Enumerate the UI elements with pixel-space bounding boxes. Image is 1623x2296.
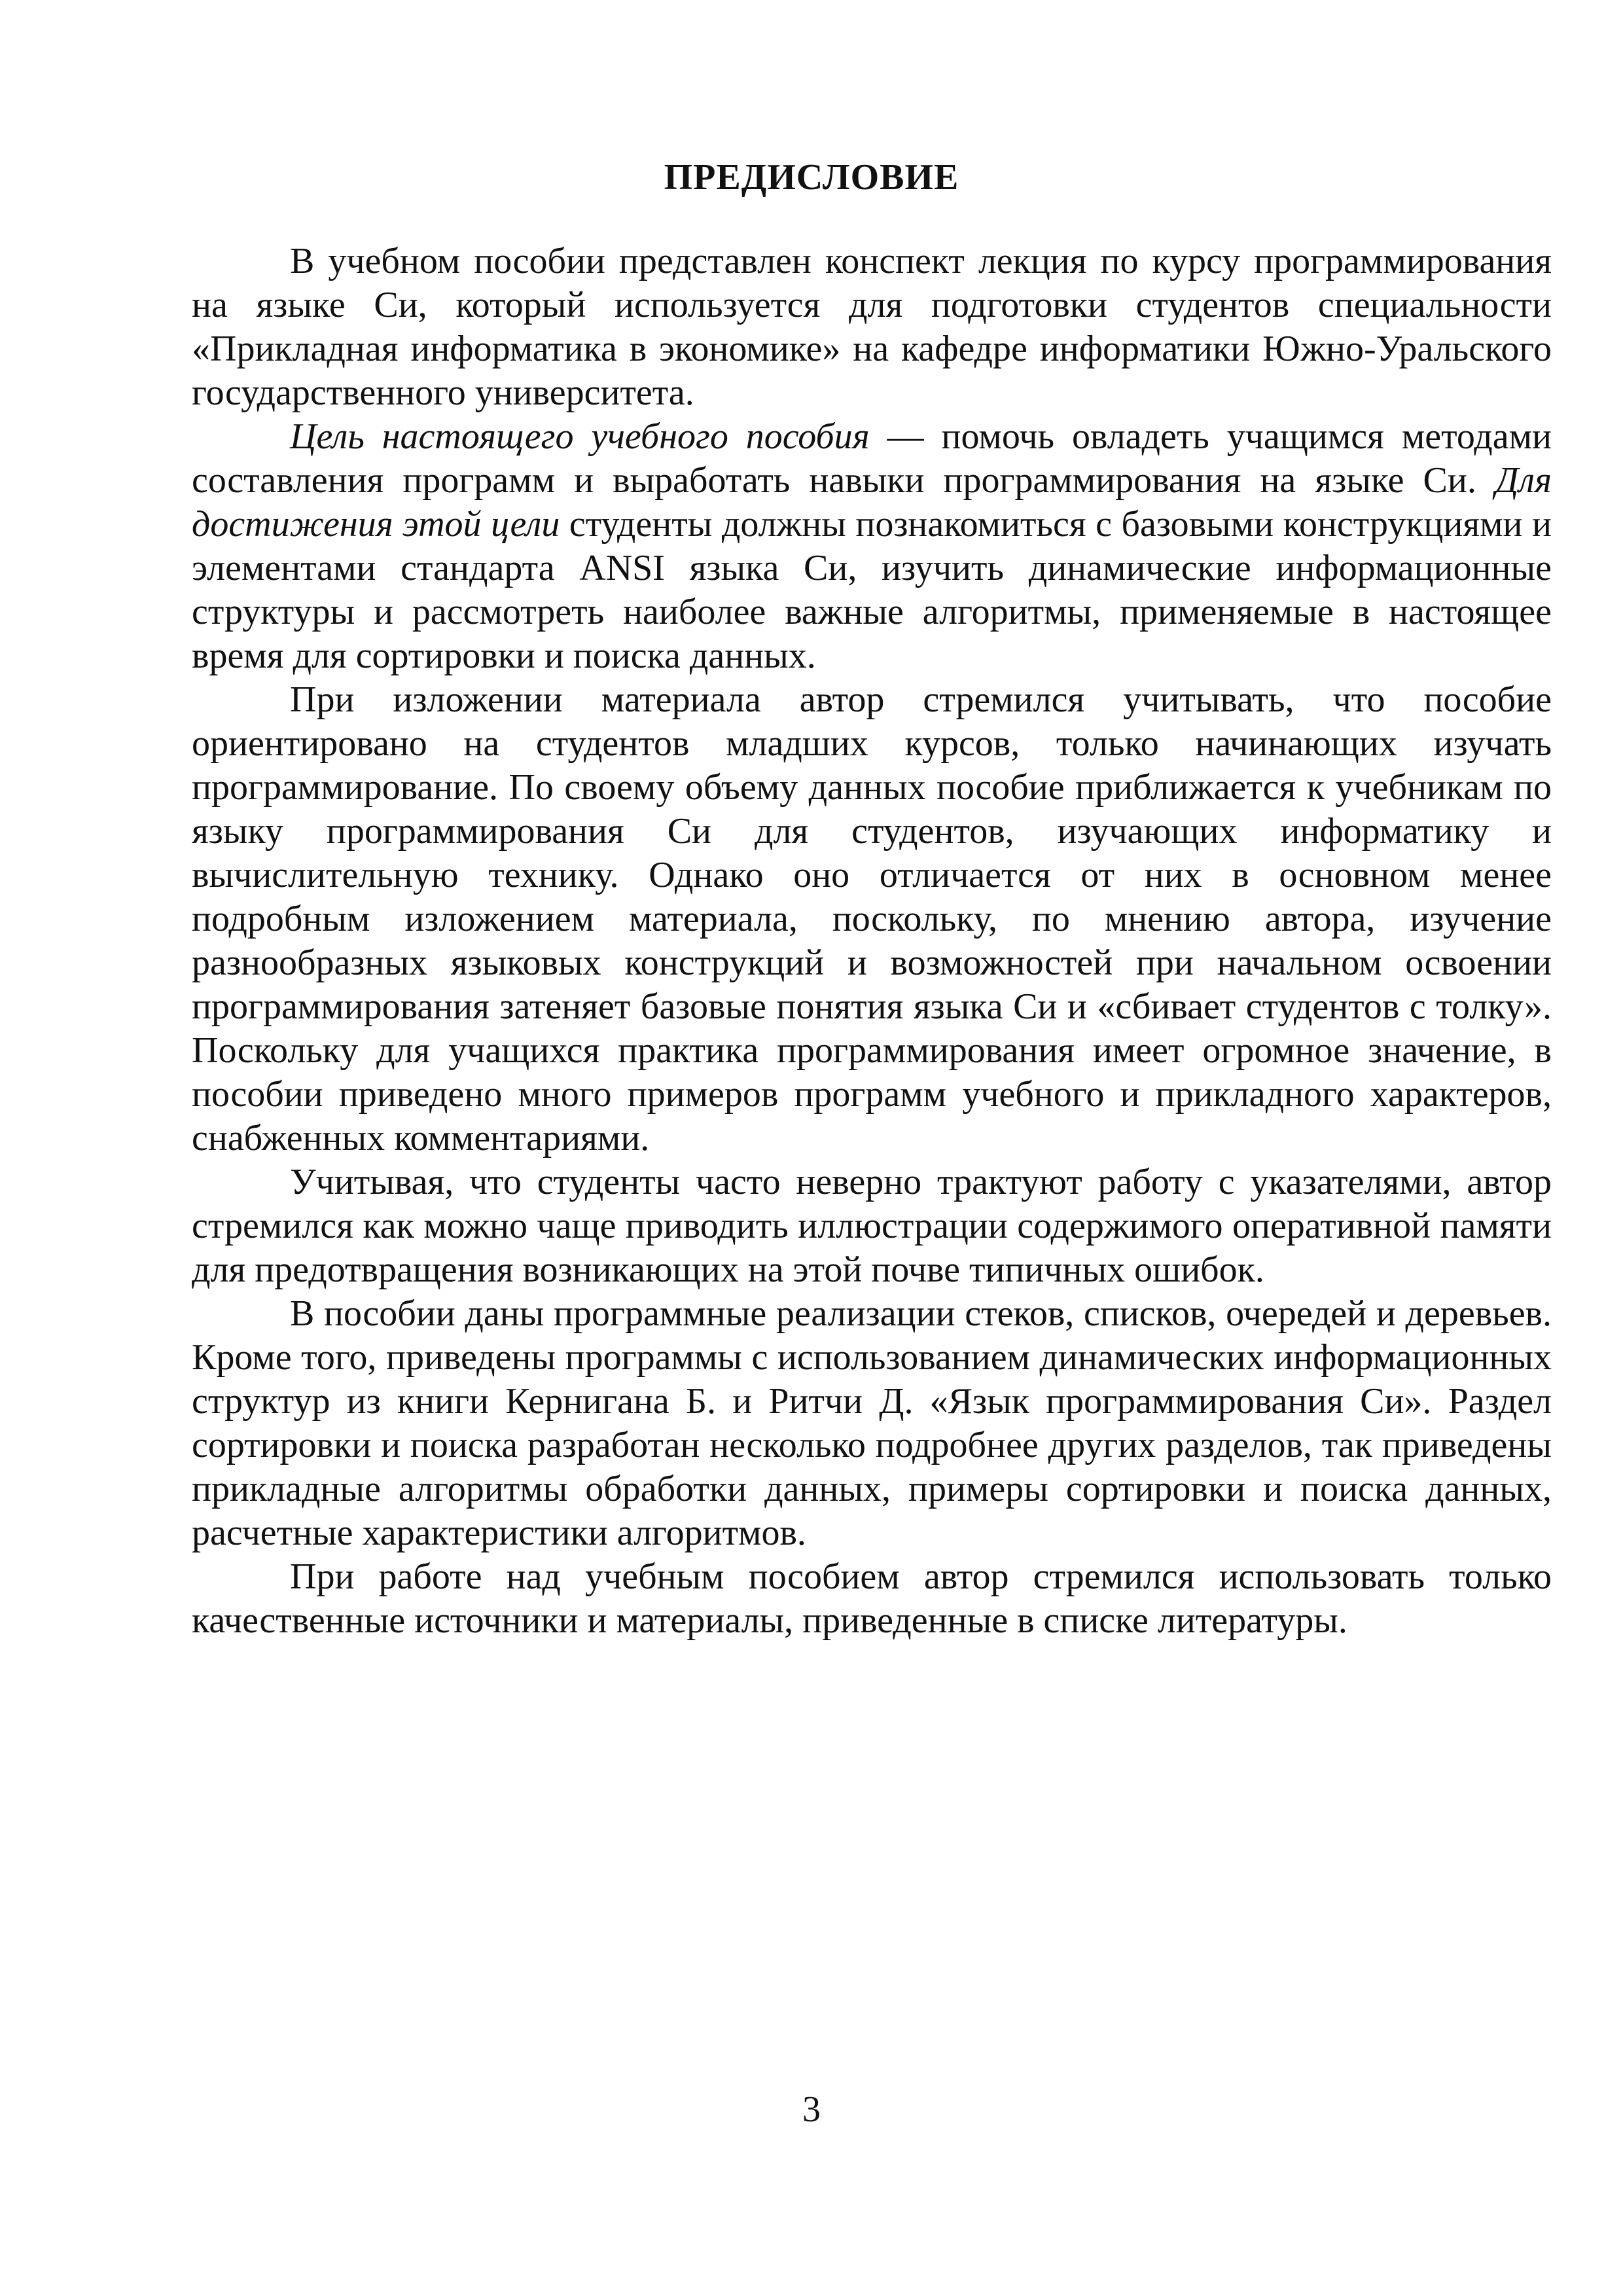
paragraph-6-text: При работе над учебным пособием автор стремился использовать только качественные источники и материалы, приведенные в списке литературы. bbox=[192, 1556, 1552, 1641]
paragraph-1 bbox=[192, 240, 1552, 415]
paragraph-4 bbox=[192, 1160, 1552, 1292]
paragraph-2-italic-goal: Цель настоящего учебного пособия bbox=[290, 416, 870, 457]
paragraph-3-text: При изложении материала автор стремился учитывать, что пособие ориентировано на студентов младших курсов, только начинающих изучать программирование. По своему объему данных пособие приближается к учебникам по языку программирования Си для студентов, изучающих информатику и вычислительную технику. Однако оно отличается от них в основном менее подробным изложением материала, поскольку, по мнению автора, изучение разнообразных языковых конструкций и возможностей при начальном освоении программирования затеняет базовые понятия языка Си и «сбивает студентов с толку». Поскольку для учащихся практика программирования имеет огромное значение, в пособии приведено много примеров программ учебного и прикладного характеров, снабженных комментариями. bbox=[192, 679, 1552, 1158]
paragraph-1-text: В учебном пособии представлен конспект лекция по курсу программирования на языке Си, который используется для подготовки студентов специальности «Прикладная информатика в экономике» на кафедре информатики Южно-Уральского государственного университета. bbox=[192, 241, 1552, 413]
paragraph-2-italic-means: Для достижения этой цели bbox=[192, 460, 1552, 545]
paragraph-2-text-2: студенты должны познакомиться с базовыми конструкциями и элементами стандарта ANSI языка Си, изучить динамические информационные структуры и рассмотреть наиболее важные алгоритмы, применяемые в настоящее время для сортировки и поиска данных. bbox=[192, 504, 1552, 676]
preface-body bbox=[192, 240, 1552, 1643]
paragraph-2-text-1: — помочь овладеть учащимся методами составления программ и выработать навыки программирования на языке Си. bbox=[192, 416, 1552, 501]
paragraph-6 bbox=[192, 1555, 1552, 1643]
paragraph-3 bbox=[192, 678, 1552, 1160]
paragraph-4-text: Учитывая, что студенты часто неверно трактуют работу с указателями, автор стремился как можно чаще приводить иллюстрации содержимого оперативной памяти для предотвращения возникающих на этой почве типичных ошибок. bbox=[192, 1162, 1552, 1290]
paragraph-5 bbox=[192, 1292, 1552, 1555]
paragraph-2 bbox=[192, 415, 1552, 678]
paragraph-5-text: В пособии даны программные реализации стеков, списков, очередей и деревьев. Кроме того, приведены программы с использованием динамических информационных структур из книги Кернигана Б. и Ритчи Д. «Язык программирования Си». Раздел сортировки и поиска разработан несколько подробнее других разделов, так приведены прикладные алгоритмы обработки данных, примеры сортировки и поиска данных, расчетные характеристики алгоритмов. bbox=[192, 1293, 1552, 1553]
page-number: 3 bbox=[802, 2089, 821, 2130]
page-heading: ПРЕДИСЛОВИЕ bbox=[664, 157, 959, 198]
